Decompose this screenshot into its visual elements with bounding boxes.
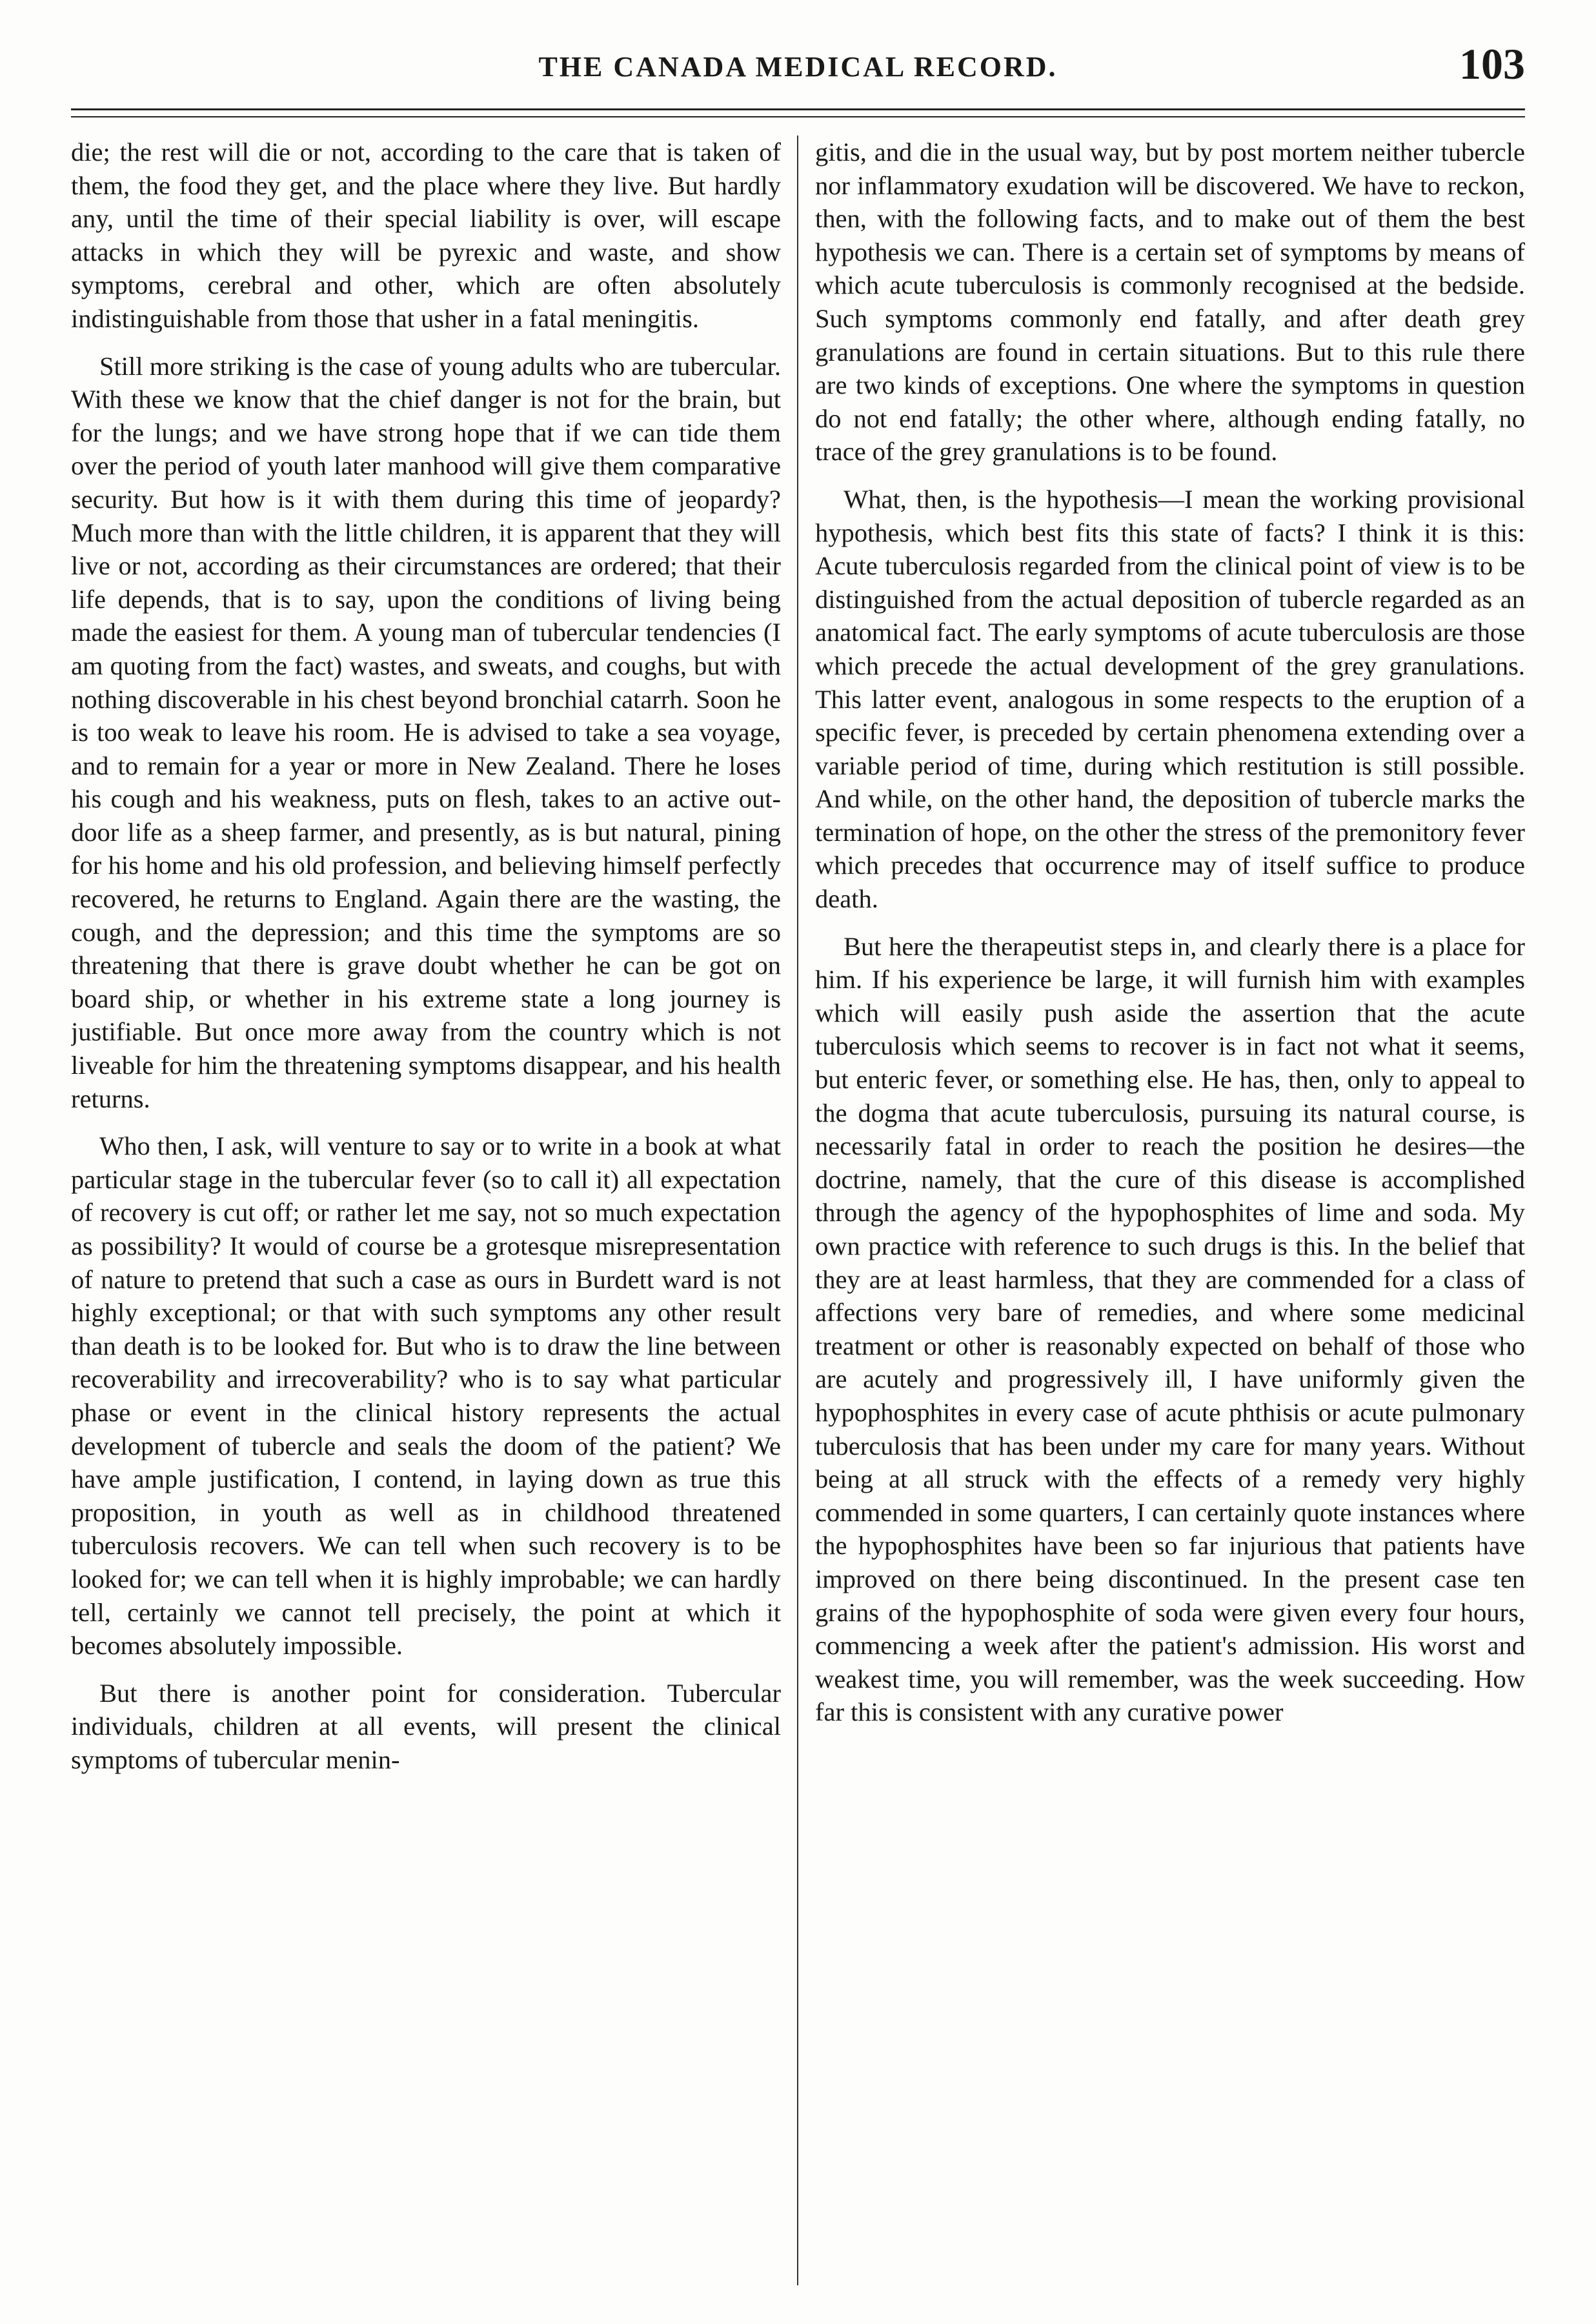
right-column — [815, 136, 1525, 2285]
column-divider — [797, 136, 798, 2285]
left-paragraph-4: But there is another point for consideration. Tubercular individuals, children at all events, will present the clinical symptoms of tubercular menin- — [71, 1678, 781, 1774]
left-paragraph-3: Who then, I ask, will venture to say or to write in a book at what particular stage in the tubercular fever (so to call it) all expectation of recovery is cut off; or rather let me say, not so much expectation as possibility? It would of course be a grotesque misrepresentation of nature to pretend that such a case as ours in Burdett ward is not highly exceptional; or that with such symptoms any other result than death is to be looked for. But who is to draw the line between recoverability and irrecoverability? who is to say what particular phase or event in the clinical history represents the actual development of tubercle and seals the doom of the patient? We have ample justification, I contend, in laying down as true this proposition, in youth as well as in childhood threatened tuberculosis recovers. We can tell when such recovery is to be looked for; we can tell when it is highly improbable; we can hardly tell, certainly we cannot tell precisely, the point at which it becomes absolutely impossible. — [71, 1131, 781, 1661]
right-paragraph-1: gitis, and die in the usual way, but by post mortem neither tubercle nor inflammatory exudation will be discovered. We have to reckon, then, with the following facts, and to make out of them the best hypothesis we can. There is a certain set of symptoms by means of which acute tuberculosis is commonly recognised at the bedside. Such symptoms commonly end fatally, and after death grey granulations are found in certain situations. But to this rule there are two kinds of exceptions. One where the symptoms in question do not end fatally; the other where, although ending fatally, no trace of the grey granulations is to be found. — [815, 137, 1525, 467]
page-number: 103 — [1459, 39, 1525, 88]
left-paragraph-2: Still more striking is the case of young adults who are tubercular. With these we know that the chief danger is not for the brain, but for the lungs; and we have strong hope that if we can tide them over the period of youth later manhood will give them comparative security. But how is it with them during this time of jeopardy? Much more than with the little children, it is apparent that they will live or not, according as their circumstances are ordered; that their life depends, that is to say, upon the conditions of living being made the easiest for them. A young man of tubercular tendencies (I am quoting from the fact) wastes, and sweats, and coughs, but with nothing discoverable in his chest beyond bronchial catarrh. Soon he is too weak to leave his room. He is advised to take a sea voyage, and to remain for a year or more in New Zealand. There he loses his cough and his weakness, puts on flesh, takes to an active out-door life as a sheep farmer, and presently, as is but natural, pining for his home and his old profession, and believing himself perfectly recovered, he returns to England. Again there are the wasting, the cough, and the depression; and this time the symptoms are so threatening that there is grave doubt whether he can be got on board ship, or whether in his extreme state a long journey is justifiable. But once more away from the country which is not liveable for him the threatening symptoms disappear, and his health returns. — [71, 351, 781, 1113]
left-paragraph-1: die; the rest will die or not, according to the care that is taken of them, the food they get, and the place where they live. But hardly any, until the time of their special liability is over, will escape attacks in which they will be pyrexic and waste, and show symptoms, cerebral and other, which are often absolutely indistinguishable from those that usher in a fatal meningitis. — [71, 137, 781, 333]
journal-title: THE CANADA MEDICAL RECORD. — [538, 51, 1058, 83]
running-head — [71, 39, 1525, 90]
header-rule-top — [71, 108, 1525, 110]
text-columns — [71, 136, 1525, 2285]
right-paragraph-3: But here the therapeutist steps in, and clearly there is a place for him. If his experience be large, it will furnish him with examples which will easily push aside the assertion that the acute tuberculosis which seems to recover is in fact not what it seems, but enteric fever, or something else. He has, then, only to appeal to the dogma that acute tuberculosis, pursuing its natural course, is necessarily fatal in order to reach the position he desires—the doctrine, namely, that the cure of this disease is accomplished through the agency of the hypophosphites of lime and soda. My own practice with reference to such drugs is this. In the belief that they are at least harmless, that they are commended for a class of affections very bare of remedies, and where some medicinal treatment or other is reasonably expected on behalf of those who are acutely and progressively ill, I have uniformly given the hypophosphites in every case of acute phthisis or acute pulmonary tuberculosis that has been under my care for many years. Without being at all struck with the effects of a remedy very highly commended in some quarters, I can certainly quote instances where the hypophosphites have been so far injurious that patients have improved on there being discontinued. In the present case ten grains of the hypophosphite of soda were given every four hours, commencing a week after the patient's admission. His worst and weakest time, you will remember, was the week succeeding. How far this is consistent with any curative power — [815, 931, 1525, 1727]
right-paragraph-2: What, then, is the hypothesis—I mean the working provisional hypothesis, which best fits this state of facts? I think it is this: Acute tuberculosis regarded from the clinical point of view is to be distinguished from the actual deposition of tubercle regarded as an anatomical fact. The early symptoms of acute tuberculosis are those which precede the actual development of the grey granulations. This latter event, analogous in some respects to the eruption of a specific fever, is preceded by certain phenomena extending over a variable period of time, during which restitution is still possible. And while, on the other hand, the deposition of tubercle marks the termination of hope, on the other the stress of the premonitory fever which precedes that occurrence may of itself suffice to produce death. — [815, 484, 1525, 914]
left-column — [71, 136, 781, 2285]
header-rule-bottom — [71, 116, 1525, 117]
